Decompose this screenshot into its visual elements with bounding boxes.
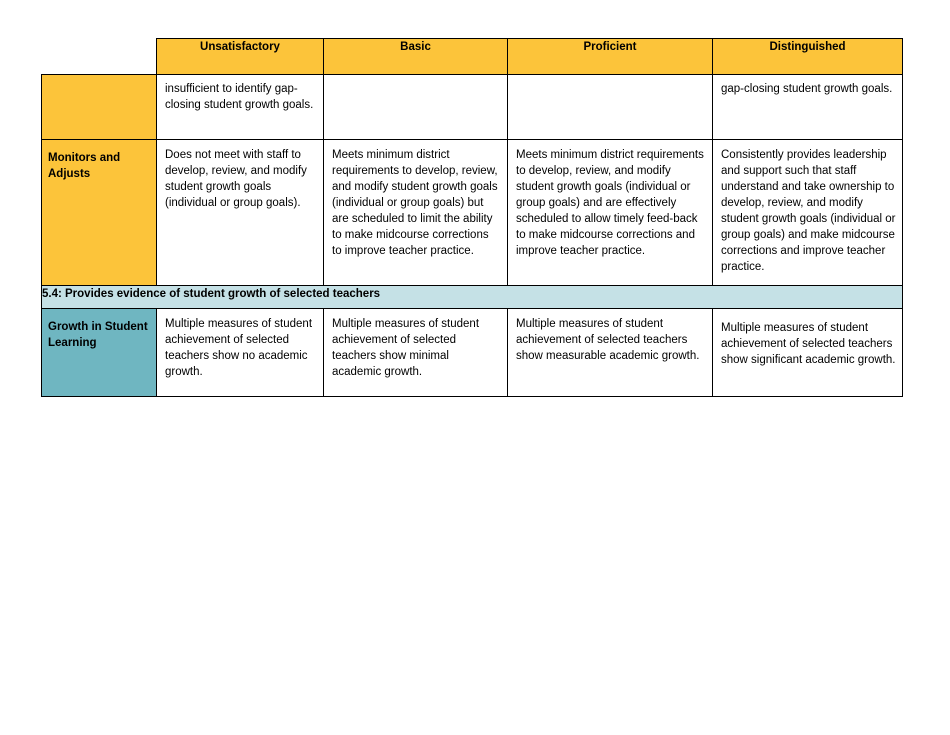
cell-basic: Meets minimum district requirements to develop, review, and modify student growth goals (individual or group goals) but are scheduled to limit the ability to make midcourse corrections to improve teacher practice.: [324, 140, 508, 286]
header-distinguished: Distinguished: [713, 39, 903, 75]
section-title: 5.4: Provides evidence of student growth of selected teachers: [42, 286, 903, 309]
row-label-continued: [42, 75, 157, 140]
table-row-growth: [42, 309, 903, 397]
cell-distinguished: gap-closing student growth goals.: [713, 75, 903, 140]
cell-proficient: Multiple measures of student achievement of selected teachers show measurable academic growth.: [508, 309, 713, 397]
cell-unsatisfactory: Does not meet with staff to develop, review, and modify student growth goals (individual or group goals).: [157, 140, 324, 286]
cell-basic: [324, 75, 508, 140]
row-label-monitors: Monitors and Adjusts: [42, 140, 157, 286]
header-unsatisfactory: Unsatisfactory: [157, 39, 324, 75]
section-row: [42, 286, 903, 309]
cell-distinguished: Multiple measures of student achievement of selected teachers show significant academic growth.: [713, 309, 903, 397]
cell-basic: Multiple measures of student achievement of selected teachers show minimal academic growth.: [324, 309, 508, 397]
row-label-growth: Growth in Student Learning: [42, 309, 157, 397]
table-row-continued: [42, 75, 903, 140]
cell-unsatisfactory: Multiple measures of student achievement of selected teachers show no academic growth.: [157, 309, 324, 397]
header-row: [42, 39, 903, 75]
header-basic: Basic: [324, 39, 508, 75]
header-corner: [42, 39, 157, 75]
header-proficient: Proficient: [508, 39, 713, 75]
table-row-monitors: [42, 140, 903, 286]
cell-proficient: [508, 75, 713, 140]
cell-unsatisfactory: insufficient to identify gap-closing student growth goals.: [157, 75, 324, 140]
rubric-table: [41, 38, 903, 397]
cell-proficient: Meets minimum district requirements to develop, review, and modify student growth goals (individual or group goals) and are effectively scheduled to allow timely feed-back to make midcourse corrections and improve teacher practice.: [508, 140, 713, 286]
cell-distinguished: Consistently provides leadership and support such that staff understand and take ownership to develop, review, and modify student growth goals (individual or group goals) and make midcourse corrections and improve teacher practice.: [713, 140, 903, 286]
